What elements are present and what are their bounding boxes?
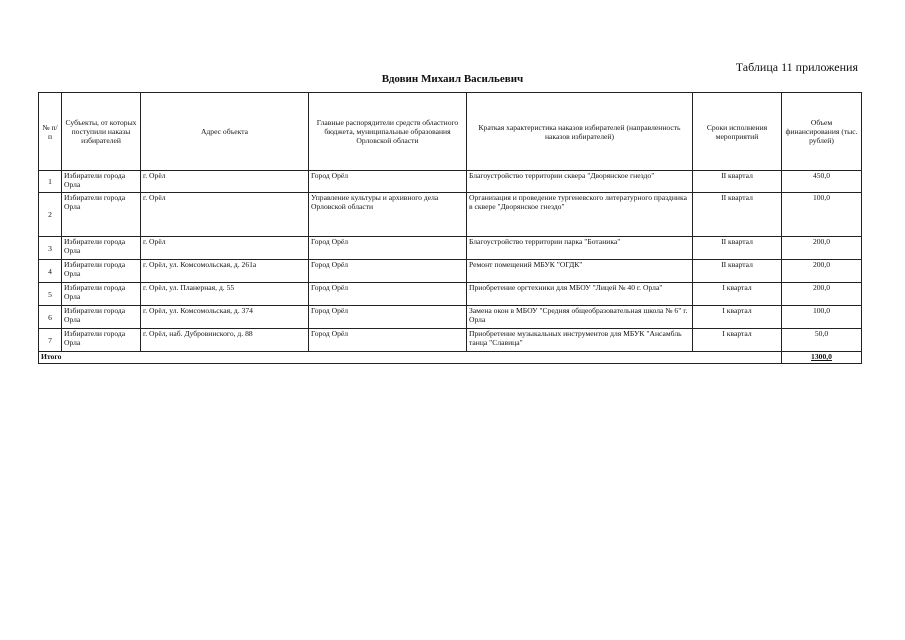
row-description: Благоустройство территории сквера "Дворянское гнездо" bbox=[467, 171, 693, 193]
row-manager: Город Орёл bbox=[309, 306, 467, 329]
header-address: Адрес объекта bbox=[141, 93, 309, 171]
row-manager: Город Орёл bbox=[309, 283, 467, 306]
header-description: Краткая характеристика наказов избирателей (направленность наказов избирателей) bbox=[467, 93, 693, 171]
table-row bbox=[39, 283, 862, 306]
row-manager: Город Орёл bbox=[309, 171, 467, 193]
row-term: I квартал bbox=[693, 329, 782, 352]
row-description: Ремонт помещений МБУК "ОГДК" bbox=[467, 260, 693, 283]
header-amount: Объем финансирования (тыс. рублей) bbox=[782, 93, 862, 171]
row-description: Организация и проведение тургеневского литературного праздника в сквере "Дворянское гнездо" bbox=[467, 193, 693, 237]
row-amount: 50,0 bbox=[782, 329, 862, 352]
table-caption: Таблица 11 приложения bbox=[735, 60, 858, 74]
row-amount: 100,0 bbox=[782, 193, 862, 237]
row-amount: 200,0 bbox=[782, 260, 862, 283]
orders-table bbox=[38, 92, 862, 364]
total-row bbox=[39, 352, 862, 364]
row-address: г. Орёл, ул. Комсомольская, д. 261а bbox=[141, 260, 309, 283]
row-term: II квартал bbox=[693, 171, 782, 193]
table-row bbox=[39, 171, 862, 193]
row-num: 4 bbox=[39, 260, 62, 283]
row-manager: Город Орёл bbox=[309, 237, 467, 260]
row-manager: Управление культуры и архивного дела Орловской области bbox=[309, 193, 467, 237]
table-row bbox=[39, 329, 862, 352]
table-row bbox=[39, 193, 862, 237]
row-subject: Избиратели города Орла bbox=[62, 329, 141, 352]
row-term: II квартал bbox=[693, 193, 782, 237]
row-num: 6 bbox=[39, 306, 62, 329]
table-header-row bbox=[39, 93, 862, 171]
table-row bbox=[39, 237, 862, 260]
header-term: Сроки исполнения мероприятий bbox=[693, 93, 782, 171]
row-num: 3 bbox=[39, 237, 62, 260]
row-address: г. Орёл bbox=[141, 193, 309, 237]
row-term: I квартал bbox=[693, 283, 782, 306]
row-description: Благоустройство территории парка "Ботаника" bbox=[467, 237, 693, 260]
row-subject: Избиратели города Орла bbox=[62, 260, 141, 283]
row-manager: Город Орёл bbox=[309, 329, 467, 352]
table-row bbox=[39, 306, 862, 329]
row-term: II квартал bbox=[693, 237, 782, 260]
header-subject: Субъекты, от которых поступили наказы избирателей bbox=[62, 93, 141, 171]
row-subject: Избиратели города Орла bbox=[62, 283, 141, 306]
row-term: II квартал bbox=[693, 260, 782, 283]
row-amount: 450,0 bbox=[782, 171, 862, 193]
row-num: 2 bbox=[39, 193, 62, 237]
row-amount: 200,0 bbox=[782, 283, 862, 306]
row-description: Замена окон в МБОУ "Средняя общеобразовательная школа № 6" г. Орла bbox=[467, 306, 693, 329]
header-num: № п/п bbox=[39, 93, 62, 171]
total-amount: 1300,0 bbox=[782, 352, 862, 364]
header-manager: Главные распорядители средств областного бюджета, муниципальные образования Орловской области bbox=[309, 93, 467, 171]
row-address: г. Орёл, ул. Планерная, д. 55 bbox=[141, 283, 309, 306]
row-description: Приобретение оргтехники для МБОУ "Лицей № 40 г. Орла" bbox=[467, 283, 693, 306]
row-subject: Избиратели города Орла bbox=[62, 237, 141, 260]
deputy-name: Вдовин Михаил Васильевич bbox=[381, 73, 524, 85]
row-amount: 200,0 bbox=[782, 237, 862, 260]
row-subject: Избиратели города Орла bbox=[62, 193, 141, 237]
row-description: Приобретение музыкальных инструментов для МБУК "Ансамбль танца "Славица" bbox=[467, 329, 693, 352]
row-num: 5 bbox=[39, 283, 62, 306]
row-num: 1 bbox=[39, 171, 62, 193]
table-row bbox=[39, 260, 862, 283]
row-subject: Избиратели города Орла bbox=[62, 306, 141, 329]
row-address: г. Орёл, наб. Дубровинского, д. 88 bbox=[141, 329, 309, 352]
row-num: 7 bbox=[39, 329, 62, 352]
row-amount: 100,0 bbox=[782, 306, 862, 329]
row-subject: Избиратели города Орла bbox=[62, 171, 141, 193]
row-manager: Город Орёл bbox=[309, 260, 467, 283]
row-term: I квартал bbox=[693, 306, 782, 329]
row-address: г. Орёл bbox=[141, 171, 309, 193]
row-address: г. Орёл, ул. Комсомольская, д. 374 bbox=[141, 306, 309, 329]
total-label: Итого bbox=[39, 352, 782, 364]
row-address: г. Орёл bbox=[141, 237, 309, 260]
